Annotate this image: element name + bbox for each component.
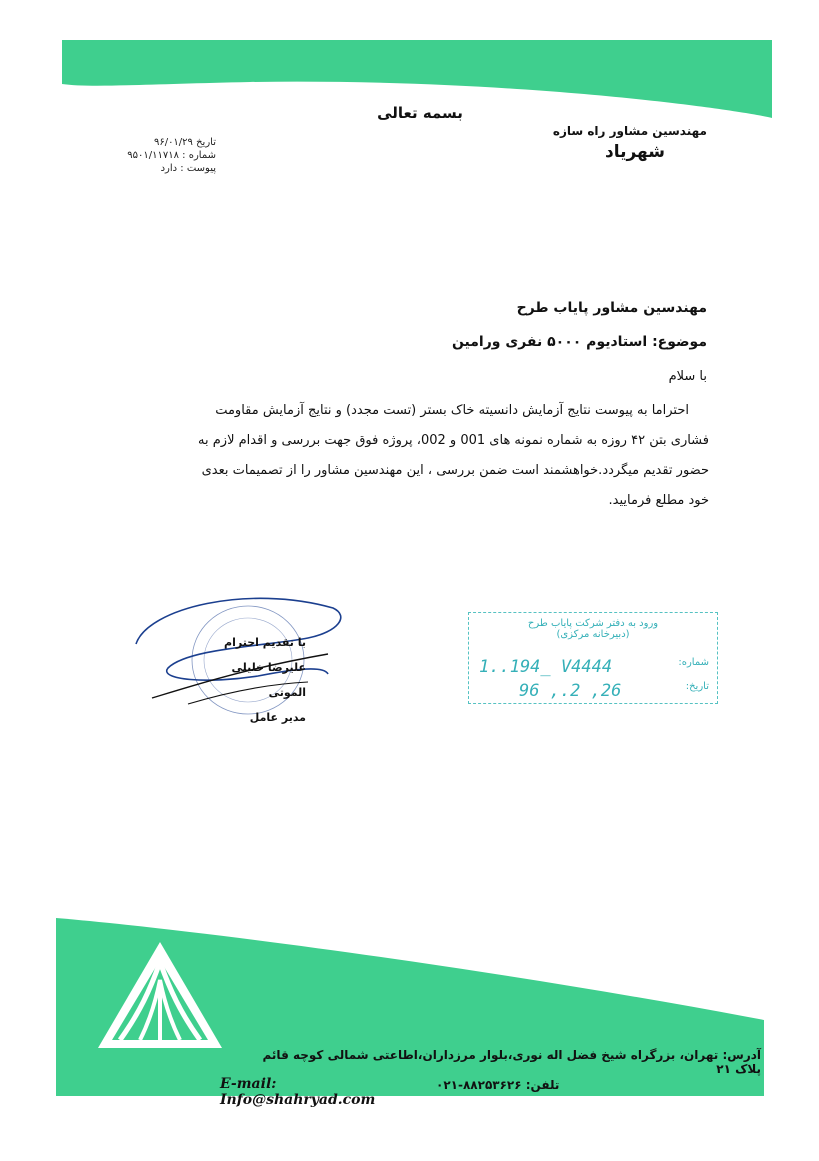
stamp-number-label: شماره: <box>678 657 709 668</box>
body-line: فشاری بتن ۴۲ روزه به شماره نمونه های 001 و 002، پروژه فوق جهت بررسی و اقدام لازم به <box>198 433 709 448</box>
stamp-date-label: تاریخ: <box>685 681 709 692</box>
letter-body <box>111 396 709 516</box>
letter-date: تاریخ ۹۶/۰۱/۲۹ <box>153 137 216 148</box>
stamp-subtitle: (دبیرخانه مرکزی) <box>556 629 630 640</box>
stamp-date-row <box>479 681 709 703</box>
footer-phone: تلفن: ۸۸۲۵۳۶۲۶-۰۲۱ <box>436 1078 560 1092</box>
body-line: خود مطلع فرمایید. <box>608 493 709 508</box>
company-name: مهندسین مشاور راه سازه <box>552 124 707 138</box>
signature-closing: با تقدیم احترام <box>224 636 306 649</box>
greeting: با سلام <box>668 369 707 384</box>
letter-meta <box>96 136 216 175</box>
letter-number: شماره : ۹۵۰۱/۱۱۷۱۸ <box>127 150 216 161</box>
signature-block <box>196 630 306 730</box>
body-line: حضور تقدیم میگردد.خواهشمند است ضمن بررسی ، این مهندسین مشاور را از تصمیمات بعدی <box>201 463 709 478</box>
signatory-name: علیرضا خلیلی الموتی <box>231 661 306 699</box>
reception-stamp <box>468 612 718 704</box>
stamp-title: ورود به دفتر شرکت پایاب طرح <box>527 618 659 629</box>
footer-email: E-mail: Info@shahryad.com <box>220 1076 376 1108</box>
footer-address: آدرس: تهران، بزرگراه شیخ فضل اله نوری،بلوار مرزداران،اطاعتی شمالی کوچه قائم پلاک ۲۱ <box>262 1048 761 1076</box>
stamp-number-row <box>479 657 709 679</box>
basmala-heading: بسمه تعالی <box>377 104 463 122</box>
company-letterhead <box>447 124 707 162</box>
subject: موضوع: استادیوم ۵۰۰۰ نفری ورامین <box>451 334 707 350</box>
stamp-number-value: 1..194_ V4444 <box>479 657 613 677</box>
stamp-date-value: 96 ,.2 ,26 <box>519 681 622 701</box>
letter-attachment: پیوست : دارد <box>160 163 216 174</box>
recipient: مهندسین مشاور پایاب طرح <box>516 300 707 316</box>
body-line: احتراما به پیوست نتایج آزمایش دانسیته خاک بستر (تست مجدد) و نتایج آزمایش مقاومت <box>215 403 689 418</box>
signatory-title: مدیر عامل <box>249 711 306 724</box>
footer-green-band <box>0 900 819 1161</box>
company-brand: شهریاد <box>604 142 665 162</box>
